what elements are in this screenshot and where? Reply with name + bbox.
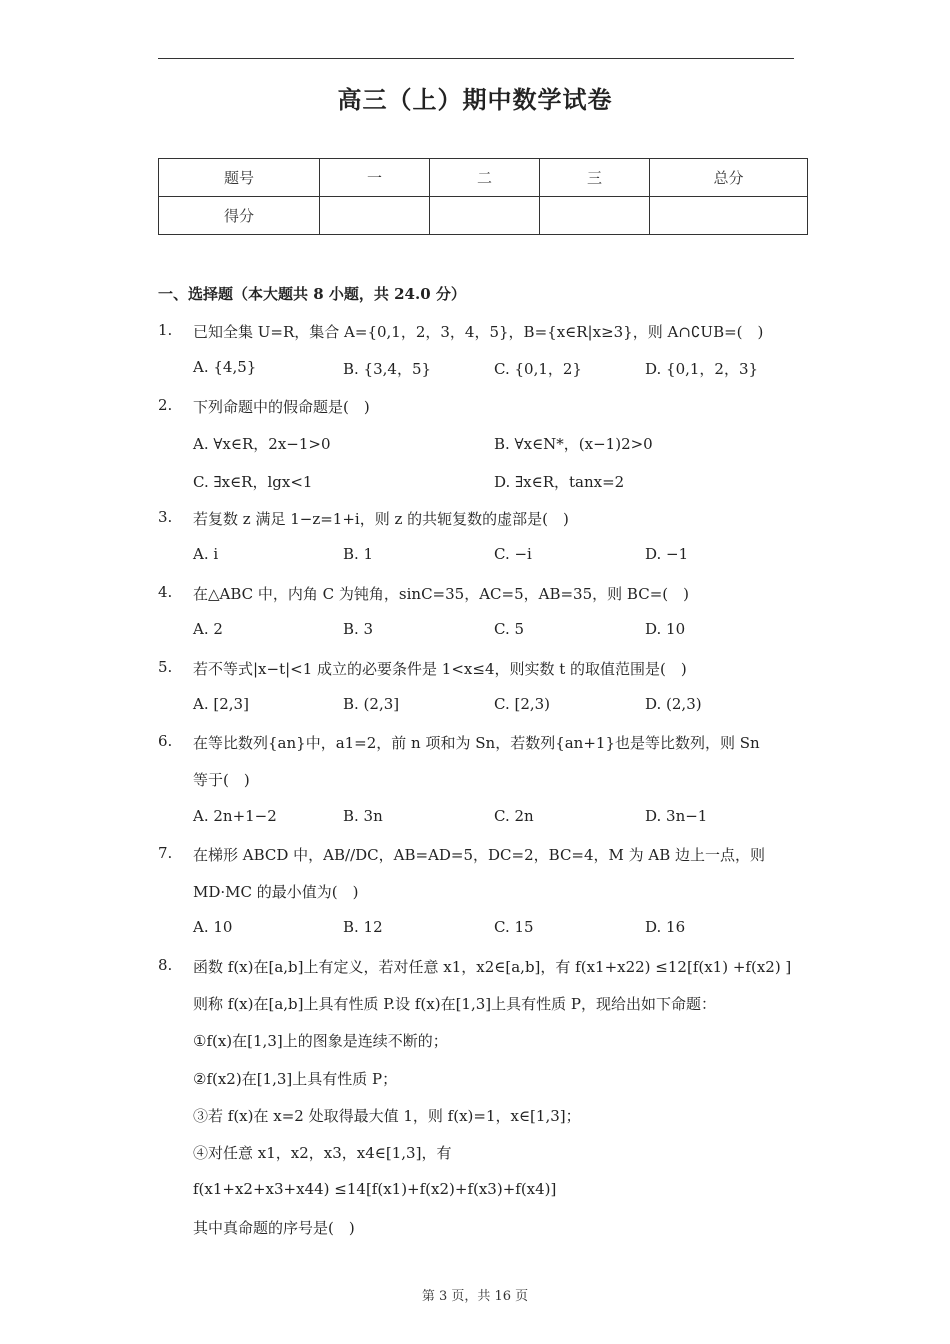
option: B. ∀x∈N*，(x−1)2>0 [494,435,653,453]
score-header-cell: 题号 [159,159,320,197]
score-header-cell: 总分 [650,159,808,197]
section-heading: 一、选择题（本大题共 8 小题，共 24.0 分） [158,285,466,303]
question-number: 3. [158,508,173,526]
question-number: 6. [158,732,173,750]
option: B. 3n [343,807,383,825]
score-header-cell: 二 [430,159,540,197]
question-number: 4. [158,583,173,601]
score-cell [320,197,430,235]
score-cell [430,197,540,235]
score-header-cell: 一 [320,159,430,197]
question-text: f(x1+x2+x3+x44) ≤14[f(x1)+f(x2)+f(x3)+f(x4)] [193,1180,557,1198]
question-text: 在△ABC 中，内角 C 为钝角，sinC=35，AC=5，AB=35，则 BC=( ) [193,585,689,603]
question-text: 等于( ) [193,771,250,789]
question-text: ①f(x)在[1,3]上的图象是连续不断的； [193,1032,448,1050]
question-number: 7. [158,844,173,862]
score-table-header-row [159,159,808,197]
question-text: 在梯形 ABCD 中，AB//DC，AB=AD=5，DC=2，BC=4，M 为 AB 边上一点，则 [193,846,766,864]
option: D. 16 [645,918,686,936]
option: D. (2,3) [645,695,702,713]
option: C. 5 [494,620,525,638]
option: B. (2,3] [343,695,400,713]
question-number: 5. [158,658,173,676]
question-text: ②f(x2)在[1,3]上具有性质 P； [193,1070,398,1088]
question-text: ③若 f(x)在 x=2 处取得最大值 1，则 f(x)=1，x∈[1,3]； [193,1107,581,1125]
question-text: 若复数 z 满足 1−z=1+i，则 z 的共轭复数的虚部是( ) [193,510,569,528]
question-text: 函数 f(x)在[a,b]上有定义，若对任意 x1，x2∈[a,b]，有 f(x1+x22) ≤12[f(x1) +f(x2) ] [193,958,792,976]
score-table-score-row [159,197,808,235]
question-number: 1. [158,321,173,339]
question-text: ④对任意 x1，x2，x3，x4∈[1,3]，有 [193,1144,452,1162]
score-cell [650,197,808,235]
question-number: 2. [158,396,173,414]
option: C. 15 [494,918,534,936]
option: C. [2,3) [494,695,551,713]
option: C. ∃x∈R，lgx<1 [193,473,313,491]
option: A. 2 [193,620,223,638]
question-text: 若不等式|x−t|<1 成立的必要条件是 1<x≤4，则实数 t 的取值范围是( ) [193,660,687,678]
question-text: 其中真命题的序号是( ) [193,1219,355,1237]
option: B. 1 [343,545,374,563]
option: A. 2n+1−2 [193,807,277,825]
option: A. ∀x∈R，2x−1>0 [193,435,331,453]
option: A. 10 [193,918,233,936]
score-cell [540,197,650,235]
question-text: 则称 f(x)在[a,b]上具有性质 P.设 f(x)在[1,3]上具有性质 P，现给出如下命题： [193,995,716,1013]
score-header-cell: 三 [540,159,650,197]
option: B. 3 [343,620,374,638]
question-text: 下列命题中的假命题是( ) [193,398,370,416]
option: D. 10 [645,620,686,638]
option: C. {0,1，2} [494,360,582,378]
question-text: 在等比数列{an}中，a1=2，前 n 项和为 Sn，若数列{an+1}也是等比数列，则 Sn [193,734,760,752]
option: A. [2,3] [193,695,249,713]
option: B. 12 [343,918,383,936]
option: D. −1 [645,545,689,563]
score-table [158,158,808,235]
option: B. {3,4，5} [343,360,432,378]
option: D. 3n−1 [645,807,708,825]
top-rule [158,58,794,59]
option: A. {4,5} [193,358,257,376]
option: C. −i [494,545,532,563]
option: A. i [193,545,219,563]
option: D. ∃x∈R，tanx=2 [494,473,625,491]
page-footer: 第 3 页，共 16 页 [421,1289,529,1304]
option: D. {0,1，2，3} [645,360,759,378]
page-title: 高三（上）期中数学试卷 [337,85,613,114]
question-number: 8. [158,956,173,974]
option: C. 2n [494,807,534,825]
question-text: 已知全集 U=R，集合 A={0,1，2，3，4，5}，B={x∈R|x≥3}，则 A∩∁UB=( ) [193,323,764,341]
question-text: MD·MC 的最小值为( ) [193,883,359,901]
score-row-label: 得分 [159,197,320,235]
